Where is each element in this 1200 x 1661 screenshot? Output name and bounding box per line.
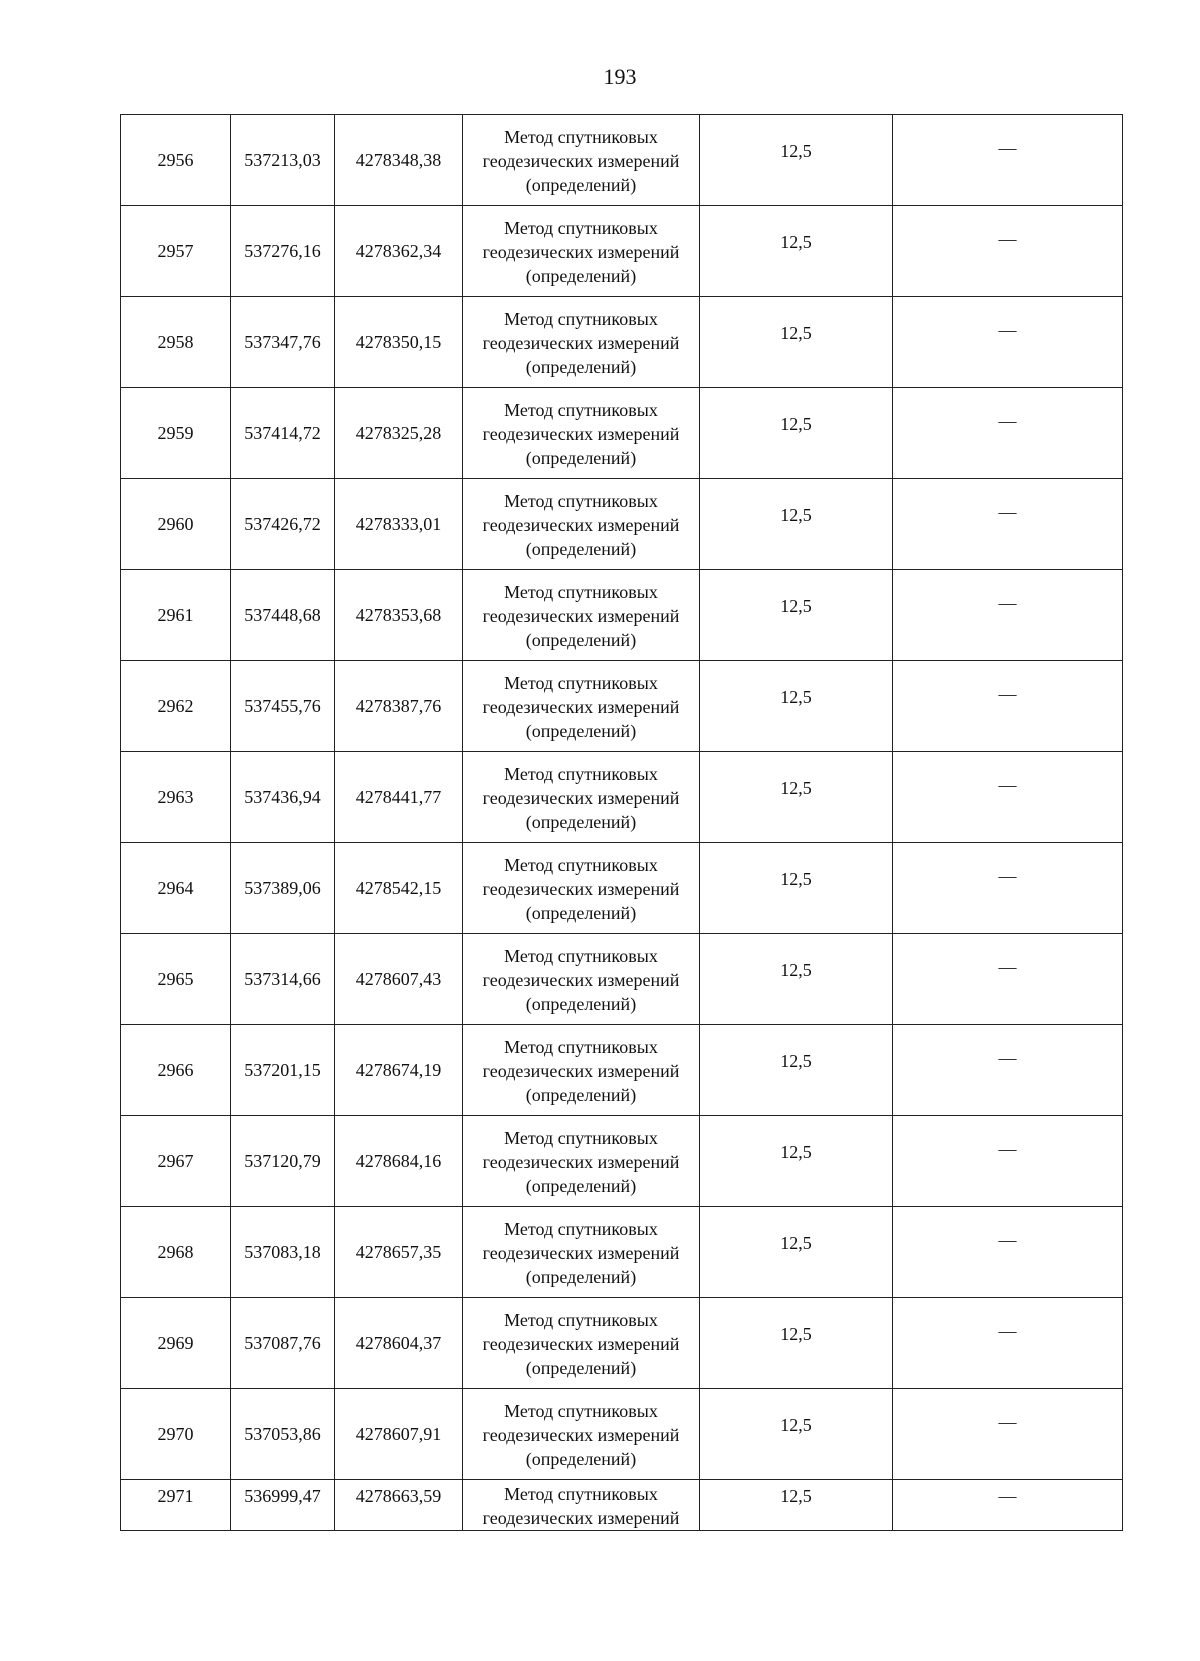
method-line: геодезических измерений (482, 1425, 680, 1445)
method-line: геодезических измерений (482, 1061, 680, 1081)
method-cell (463, 752, 700, 843)
y-coordinate-cell: 4278604,37 (335, 1298, 463, 1389)
accuracy-cell: 12,5 (700, 479, 893, 570)
method-line: (определений) (525, 448, 637, 468)
table-body (121, 115, 1123, 1531)
x-coordinate-cell: 537347,76 (231, 297, 335, 388)
method-line: геодезических измерений (482, 424, 680, 444)
accuracy-cell: 12,5 (700, 570, 893, 661)
method-line: (определений) (525, 1085, 637, 1105)
y-coordinate-cell: 4278348,38 (335, 115, 463, 206)
table-row (121, 752, 1123, 843)
table-row (121, 661, 1123, 752)
x-coordinate-cell: 536999,47 (231, 1480, 335, 1531)
method-line: геодезических измерений (482, 1334, 680, 1354)
x-coordinate-cell: 537087,76 (231, 1298, 335, 1389)
method-cell (463, 297, 700, 388)
y-coordinate-cell: 4278657,35 (335, 1207, 463, 1298)
table-row (121, 297, 1123, 388)
point-number-cell: 2965 (121, 934, 231, 1025)
note-cell: — (893, 570, 1123, 661)
x-coordinate-cell: 537414,72 (231, 388, 335, 479)
accuracy-cell: 12,5 (700, 1480, 893, 1531)
method-line: (определений) (525, 539, 637, 559)
point-number-cell: 2958 (121, 297, 231, 388)
table-row (121, 115, 1123, 206)
x-coordinate-cell: 537448,68 (231, 570, 335, 661)
method-line: Метод спутниковых (504, 1219, 658, 1239)
method-cell (463, 661, 700, 752)
accuracy-cell: 12,5 (700, 661, 893, 752)
method-cell (463, 388, 700, 479)
method-line: (определений) (525, 721, 637, 741)
method-line: (определений) (525, 903, 637, 923)
method-line: геодезических измерений (482, 970, 680, 990)
y-coordinate-cell: 4278663,59 (335, 1480, 463, 1531)
x-coordinate-cell: 537426,72 (231, 479, 335, 570)
table-row (121, 1025, 1123, 1116)
point-number-cell: 2957 (121, 206, 231, 297)
method-line: геодезических измерений (482, 606, 680, 626)
note-cell: — (893, 1207, 1123, 1298)
method-line: Метод спутниковых (504, 1037, 658, 1057)
method-line: Метод спутниковых (504, 582, 658, 602)
method-cell (463, 1025, 700, 1116)
method-line: (определений) (525, 994, 637, 1014)
method-line: геодезических измерений (482, 879, 680, 899)
method-cell (463, 1389, 700, 1480)
table-row (121, 388, 1123, 479)
method-line: (определений) (525, 630, 637, 650)
note-cell: — (893, 1389, 1123, 1480)
y-coordinate-cell: 4278607,43 (335, 934, 463, 1025)
table-row (121, 570, 1123, 661)
method-line: Метод спутниковых (504, 1484, 658, 1504)
note-cell: — (893, 1025, 1123, 1116)
accuracy-cell: 12,5 (700, 1025, 893, 1116)
note-cell: — (893, 1298, 1123, 1389)
note-cell: — (893, 206, 1123, 297)
point-number-cell: 2968 (121, 1207, 231, 1298)
point-number-cell: 2966 (121, 1025, 231, 1116)
x-coordinate-cell: 537053,86 (231, 1389, 335, 1480)
note-cell: — (893, 1480, 1123, 1531)
method-line: геодезических измерений (482, 788, 680, 808)
method-line: геодезических измерений (482, 333, 680, 353)
page-number: 193 (603, 64, 637, 89)
method-line: Метод спутниковых (504, 1310, 658, 1330)
y-coordinate-cell: 4278333,01 (335, 479, 463, 570)
point-number-cell: 2962 (121, 661, 231, 752)
method-line: Метод спутниковых (504, 491, 658, 511)
point-number-cell: 2959 (121, 388, 231, 479)
method-line: Метод спутниковых (504, 764, 658, 784)
accuracy-cell: 12,5 (700, 1298, 893, 1389)
method-cell (463, 843, 700, 934)
method-line: геодезических измерений (482, 1508, 680, 1528)
method-cell (463, 1298, 700, 1389)
method-cell (463, 1207, 700, 1298)
x-coordinate-cell: 537213,03 (231, 115, 335, 206)
method-line: (определений) (525, 1449, 637, 1469)
point-number-cell: 2956 (121, 115, 231, 206)
accuracy-cell: 12,5 (700, 297, 893, 388)
method-line: геодезических измерений (482, 151, 680, 171)
accuracy-cell: 12,5 (700, 388, 893, 479)
y-coordinate-cell: 4278542,15 (335, 843, 463, 934)
method-line: Метод спутниковых (504, 127, 658, 147)
accuracy-cell: 12,5 (700, 115, 893, 206)
method-line: геодезических измерений (482, 697, 680, 717)
note-cell: — (893, 1116, 1123, 1207)
point-number-cell: 2960 (121, 479, 231, 570)
accuracy-cell: 12,5 (700, 752, 893, 843)
y-coordinate-cell: 4278350,15 (335, 297, 463, 388)
y-coordinate-cell: 4278674,19 (335, 1025, 463, 1116)
table-row (121, 1389, 1123, 1480)
point-number-cell: 2967 (121, 1116, 231, 1207)
x-coordinate-cell: 537276,16 (231, 206, 335, 297)
x-coordinate-cell: 537455,76 (231, 661, 335, 752)
accuracy-cell: 12,5 (700, 1116, 893, 1207)
accuracy-cell: 12,5 (700, 934, 893, 1025)
method-cell (463, 1116, 700, 1207)
method-line: геодезических измерений (482, 1152, 680, 1172)
table-row (121, 1116, 1123, 1207)
x-coordinate-cell: 537120,79 (231, 1116, 335, 1207)
accuracy-cell: 12,5 (700, 1389, 893, 1480)
method-line: Метод спутниковых (504, 673, 658, 693)
point-number-cell: 2963 (121, 752, 231, 843)
x-coordinate-cell: 537436,94 (231, 752, 335, 843)
method-line: (определений) (525, 812, 637, 832)
note-cell: — (893, 752, 1123, 843)
note-cell: — (893, 115, 1123, 206)
method-line: (определений) (525, 357, 637, 377)
method-line: Метод спутниковых (504, 946, 658, 966)
x-coordinate-cell: 537389,06 (231, 843, 335, 934)
y-coordinate-cell: 4278684,16 (335, 1116, 463, 1207)
table-row (121, 1298, 1123, 1389)
table-row (121, 934, 1123, 1025)
method-line: (определений) (525, 1176, 637, 1196)
table-row (121, 206, 1123, 297)
note-cell: — (893, 479, 1123, 570)
table-row (121, 1480, 1123, 1531)
note-cell: — (893, 297, 1123, 388)
method-line: геодезических измерений (482, 515, 680, 535)
method-line: Метод спутниковых (504, 218, 658, 238)
method-line: (определений) (525, 266, 637, 286)
note-cell: — (893, 843, 1123, 934)
method-line: Метод спутниковых (504, 855, 658, 875)
point-number-cell: 2964 (121, 843, 231, 934)
method-line: (определений) (525, 175, 637, 195)
method-cell (463, 479, 700, 570)
y-coordinate-cell: 4278441,77 (335, 752, 463, 843)
point-number-cell: 2969 (121, 1298, 231, 1389)
y-coordinate-cell: 4278607,91 (335, 1389, 463, 1480)
x-coordinate-cell: 537201,15 (231, 1025, 335, 1116)
method-cell (463, 570, 700, 661)
method-cell (463, 115, 700, 206)
method-line: геодезических измерений (482, 1243, 680, 1263)
method-line: Метод спутниковых (504, 1128, 658, 1148)
method-line: геодезических измерений (482, 242, 680, 262)
y-coordinate-cell: 4278353,68 (335, 570, 463, 661)
accuracy-cell: 12,5 (700, 206, 893, 297)
coordinates-table-wrapper (120, 114, 1122, 1531)
table-row (121, 479, 1123, 570)
note-cell: — (893, 661, 1123, 752)
x-coordinate-cell: 537083,18 (231, 1207, 335, 1298)
table-row (121, 843, 1123, 934)
method-line: (определений) (525, 1267, 637, 1287)
table-row (121, 1207, 1123, 1298)
coordinates-table (120, 114, 1123, 1531)
method-cell (463, 1480, 700, 1531)
note-cell: — (893, 934, 1123, 1025)
y-coordinate-cell: 4278325,28 (335, 388, 463, 479)
y-coordinate-cell: 4278362,34 (335, 206, 463, 297)
method-cell (463, 934, 700, 1025)
method-line: Метод спутниковых (504, 309, 658, 329)
method-line: Метод спутниковых (504, 1401, 658, 1421)
accuracy-cell: 12,5 (700, 1207, 893, 1298)
note-cell: — (893, 388, 1123, 479)
point-number-cell: 2971 (121, 1480, 231, 1531)
point-number-cell: 2961 (121, 570, 231, 661)
point-number-cell: 2970 (121, 1389, 231, 1480)
method-line: (определений) (525, 1358, 637, 1378)
accuracy-cell: 12,5 (700, 843, 893, 934)
x-coordinate-cell: 537314,66 (231, 934, 335, 1025)
method-cell (463, 206, 700, 297)
method-line: Метод спутниковых (504, 400, 658, 420)
y-coordinate-cell: 4278387,76 (335, 661, 463, 752)
